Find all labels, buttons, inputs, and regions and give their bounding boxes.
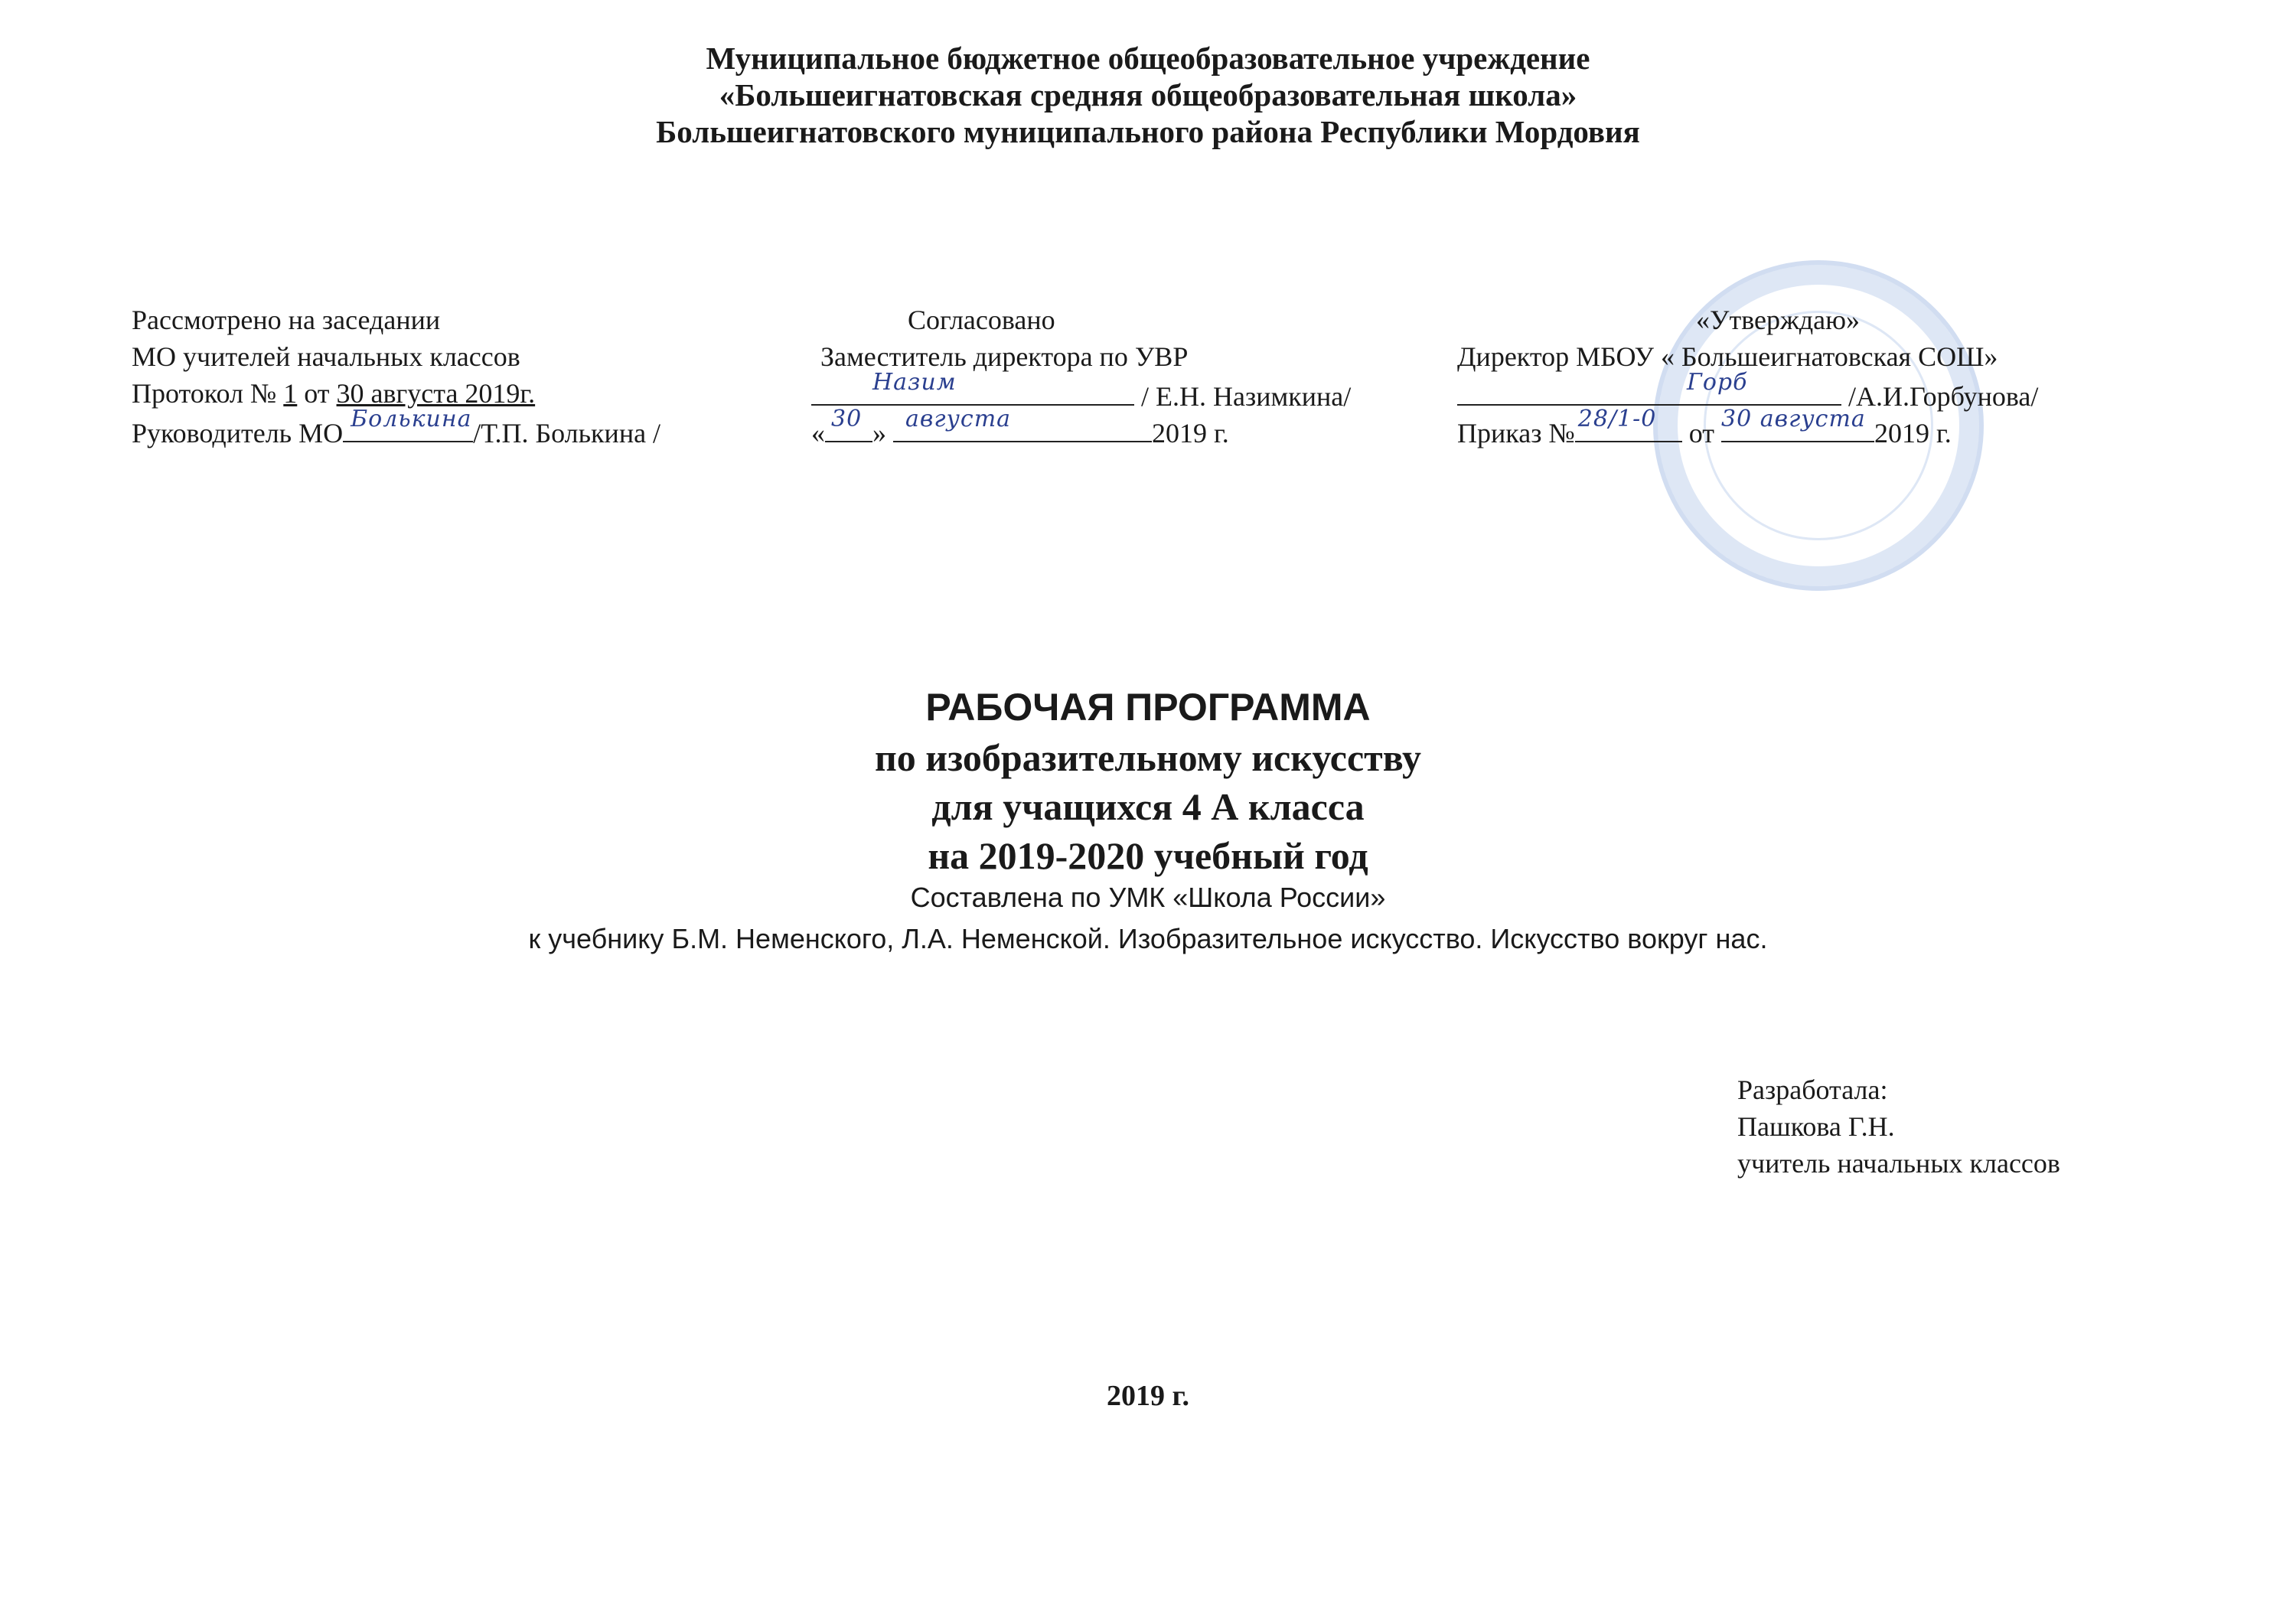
title-subject: по изобразительному искусству xyxy=(874,736,1422,779)
title-umk: Составлена по УМК «Школа России» xyxy=(910,882,1386,913)
agreed-line-1: Согласовано xyxy=(908,305,1055,335)
agreed-day-field xyxy=(825,406,872,442)
considered-head-line xyxy=(132,406,661,448)
head-signature: Болькина xyxy=(351,406,472,432)
protocol-from: от xyxy=(297,378,337,409)
agreed-year: 2019 г. xyxy=(1152,418,1229,448)
director-signature: Горб xyxy=(1687,369,1748,396)
quote-open: « xyxy=(811,418,825,448)
protocol-number: 1 xyxy=(283,378,298,409)
author-position: учитель начальных классов xyxy=(1737,1148,2060,1179)
protocol-date: 30 августа 2019г. xyxy=(336,378,536,409)
agreed-month: августа xyxy=(905,406,1012,432)
title-class: для учащихся 4 А класса xyxy=(931,785,1365,828)
head-label: Руководитель МО xyxy=(132,418,344,448)
approval-block-approved xyxy=(1457,302,2038,448)
header-line-3: Большеигнатовского муниципального района Республики Мордовия xyxy=(656,114,1640,149)
order-date-field xyxy=(1721,406,1874,442)
order-label: Приказ № xyxy=(1457,418,1575,448)
header-line-1: Муниципальное бюджетное общеобразовательное учреждение xyxy=(706,41,1590,76)
head-signature-field xyxy=(343,406,473,442)
agreed-line-2: Заместитель директора по УВР xyxy=(820,341,1189,372)
order-number: 28/1-0 xyxy=(1577,406,1657,432)
approved-order-line xyxy=(1457,406,2038,448)
agreed-day: 30 xyxy=(831,406,863,432)
agreed-month-field xyxy=(893,406,1152,442)
order-date: 30 августа xyxy=(1721,406,1866,432)
institution-header xyxy=(0,40,2296,150)
document-title: РАБОЧАЯ ПРОГРАММА xyxy=(925,686,1371,729)
approved-line-1: «Утверждаю» xyxy=(1696,305,1861,335)
approval-block-considered xyxy=(132,302,660,448)
order-from: от xyxy=(1681,418,1722,448)
title-textbook: к учебнику Б.М. Неменского, Л.А. Неменской. Изобразительное искусство. Искусство вокруг нас. xyxy=(528,923,1768,954)
considered-line-1: Рассмотрено на заседании xyxy=(132,305,441,335)
title-year: на 2019-2020 учебный год xyxy=(928,834,1368,877)
author-name: Пашкова Г.Н. xyxy=(1737,1111,1895,1142)
deputy-name: / Е.Н. Назимкина/ xyxy=(1134,381,1352,412)
agreed-date-line xyxy=(811,406,1351,448)
author-block xyxy=(1737,1071,2060,1182)
approval-block-agreed xyxy=(811,302,1351,448)
header-line-2: «Большеигнатовская средняя общеобразовательная школа» xyxy=(719,77,1577,113)
considered-line-2: МО учителей начальных классов xyxy=(132,341,520,372)
agreed-signature-line xyxy=(811,369,1352,412)
head-name: /Т.П. Болькина / xyxy=(473,418,661,448)
protocol-label: Протокол № xyxy=(132,378,284,409)
document-year: 2019 г. xyxy=(1107,1380,1189,1412)
deputy-signature: Назим xyxy=(872,369,957,396)
order-year: 2019 г. xyxy=(1874,418,1952,448)
approved-line-2: Директор МБОУ « Большеигнатовская СОШ» xyxy=(1457,341,1998,372)
quote-close: » xyxy=(872,418,893,448)
director-name: /А.И.Горбунова/ xyxy=(1841,381,2039,412)
author-label: Разработала: xyxy=(1737,1075,1888,1105)
order-number-field xyxy=(1575,406,1682,442)
